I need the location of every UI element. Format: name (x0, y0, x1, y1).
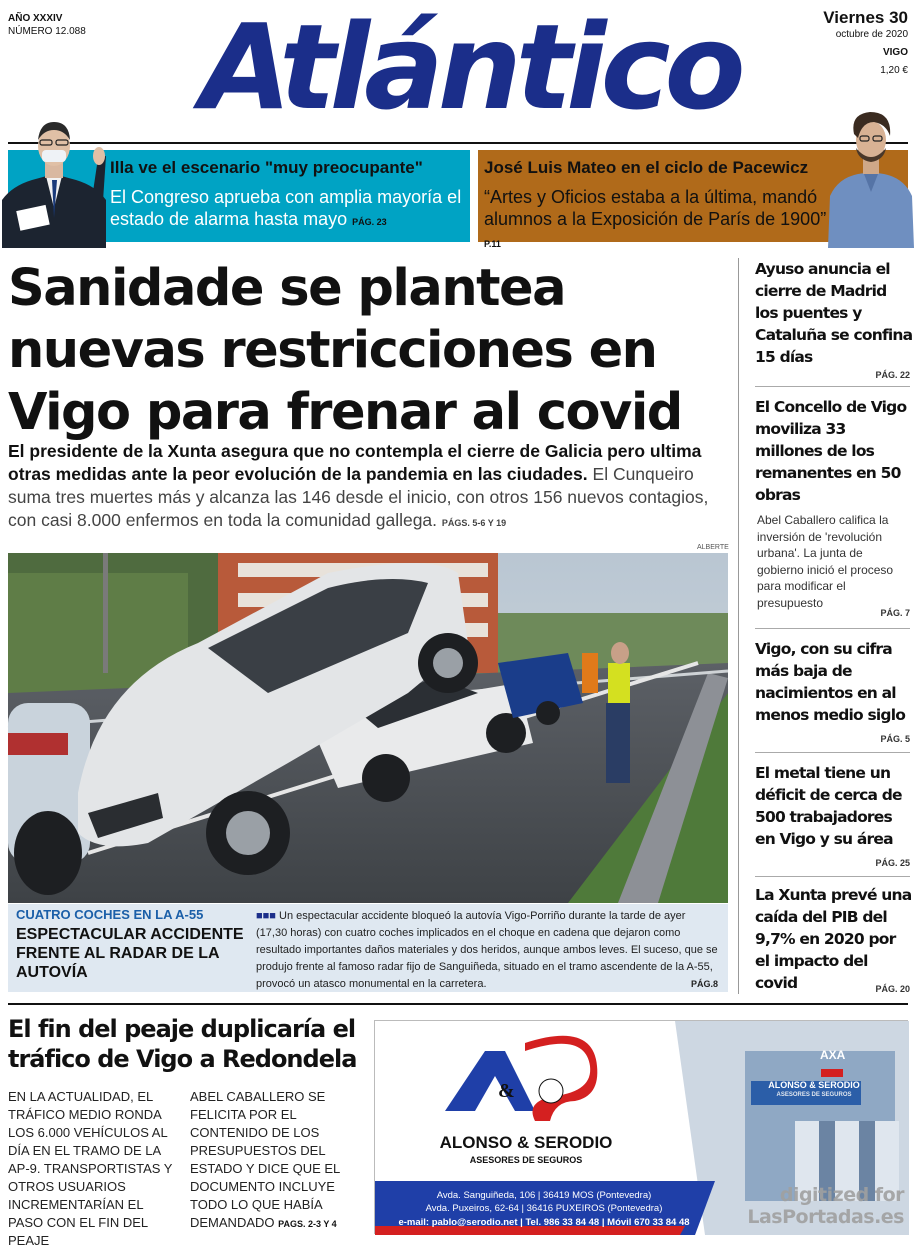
ad-sign-name: ALONSO & SERODIO (768, 1080, 860, 1090)
sidebar-story-concello[interactable]: El Concello de Vigo moviliza 33 millones de los remanentes en 50 obras (755, 398, 907, 504)
date-block (823, 8, 908, 78)
sidebar-separator (755, 752, 910, 753)
caption-page-ref: PÁG.8 (690, 979, 718, 989)
teaser-right-body (484, 186, 844, 255)
sidebar-story-concello-page: PÁG. 7 (880, 608, 910, 618)
newspaper-logo[interactable]: Atlántico (200, 0, 740, 136)
photo-caption (256, 908, 718, 993)
digitized-watermark (747, 1184, 904, 1228)
sidebar-separator (755, 876, 910, 877)
ad-sign-brand: AXA (820, 1048, 846, 1062)
teaser-left-body (110, 186, 466, 233)
peaje-headline[interactable]: El fin del peaje duplicaría el tráfico de Vigo a Redondela (8, 1015, 357, 1073)
issue-number: NÚMERO 12.088 (8, 26, 86, 37)
teaser-left-page: PÁG. 23 (352, 217, 387, 227)
lead-standfirst-bold: El presidente de la Xunta asegura que no contempla el cierre de Galicia pero ultima otras medidas ante la peor evolución de la pandemia en las ciudades. (8, 441, 702, 484)
caption-text: Un espectacular accidente bloqueó la autovía Vigo-Porriño durante la tarde de ayer (17,30 horas) con cuatro coches implicados en el choque en cadena que dejaron como resultado importantes daños materiales y dos heridos, aunque ambos leves. El suceso, que se produjo frente al famoso radar fijo de Sanguiñeda, situado en el tramo ascendente de la A-55, provocó un atasco monumental en la carretera. (256, 910, 718, 990)
teaser-right-headline[interactable]: José Luis Mateo en el ciclo de Pacewicz (484, 158, 809, 177)
peaje-summary-right (190, 1088, 368, 1233)
illa-portrait-photo (2, 108, 106, 248)
sidebar-story-nacimientos-page: PÁG. 5 (880, 734, 910, 744)
photo-kicker: CUATRO COCHES EN LA A-55 (16, 907, 204, 922)
teaser-right-text: “Artes y Oficios estaba a la última, mandó alumnos a la Exposición de París de 1900” (484, 187, 827, 229)
ad-company-tagline: ASESORES DE SEGUROS (469, 1155, 583, 1165)
peaje-summary-left: EN LA ACTUALIDAD, EL TRÁFICO MEDIO RONDA LOS 6.000 VEHÍCULOS AL DÍA EN EL TRAMO DE LA AP-9. TRANSPORTISTAS Y OTROS USUARIOS INCREMENTARÍAN EL PASO CON EL FIN DEL PEAJE (8, 1089, 173, 1248)
accident-scene-illustration (8, 553, 728, 903)
ad-company-name: ALONSO & SERODIO (439, 1133, 613, 1152)
peaje-summary-right-text: ABEL CABALLERO SE FELICITA POR EL CONTENIDO DE LOS PRESUPUESTOS DEL ESTADO Y DICE QUE EL DOCUMENTO INCLUYE TODO LO QUE HABÍA DEMANDADO (190, 1089, 340, 1230)
sidebar-story-pib-page: PÁG. 20 (875, 984, 910, 994)
masthead-divider (8, 142, 908, 144)
sidebar-separator (755, 628, 910, 629)
weekday-date: Viernes 30 (823, 8, 908, 27)
sidebar-story-pib[interactable]: La Xunta prevé una caída del PIB del 9,7% en 2020 por el impacto del covid (755, 886, 912, 992)
caption-bullet: ■■■ (256, 910, 276, 922)
sidebar-story-metal[interactable]: El metal tiene un déficit de cerca de 500 trabajadores en Vigo y su área (755, 764, 902, 848)
month-year: octubre de 2020 (835, 29, 908, 40)
ad-address-1: Avda. Sanguiñeda, 106 | 36419 MOS (Pontevedra) (436, 1190, 652, 1201)
teaser-left-text: El Congreso aprueba con amplia mayoría el estado de alarma hasta mayo (110, 187, 462, 229)
photo-credit: ALBERTE (697, 544, 729, 551)
year-label: AÑO XXXIV (8, 13, 63, 24)
city-label: VIGO (882, 47, 908, 58)
photo-title[interactable]: ESPECTACULAR ACCIDENTE FRENTE AL RADAR DE LA AUTOVÍA (16, 926, 244, 981)
accident-photo[interactable] (8, 553, 728, 903)
lead-page-ref: PÁGS. 5-6 Y 19 (441, 518, 507, 528)
peaje-page-ref: PAGS. 2-3 Y 4 (278, 1219, 337, 1229)
teaser-left-headline[interactable]: Illa ve el escenario "muy preocupante" (110, 158, 423, 177)
price-label: 1,20 € (880, 65, 908, 76)
lead-standfirst (8, 440, 730, 535)
watermark-line-2: LasPortadas.es (747, 1206, 904, 1228)
ad-sign-sub: ASESORES DE SEGUROS (776, 1092, 852, 1098)
lead-standfirst-text: El Cunqueiro suma tres muertes más y alcanza las 146 desde el inicio, con otros 156 nuevos contagios, con casi 8.000 enfermos en toda la comunidad gallega. (8, 464, 709, 530)
sidebar-story-concello-sub: Abel Caballero califica la inversión de 'revolución urbana'. La junta de gobierno inició el proceso para modificar el presupuesto (757, 513, 894, 610)
watermark-line-1: digitized for (779, 1184, 904, 1206)
ad-logo-amp: & (498, 1080, 515, 1102)
edition-info (8, 12, 86, 38)
sidebar-separator (755, 386, 910, 387)
ad-contact: e-mail: pablo@serodio.net | Tel. 986 33 84 48 | Móvil 670 33 84 48 (398, 1217, 690, 1228)
bottom-divider (8, 1003, 908, 1005)
teaser-right-page: P.11 (484, 239, 501, 249)
sidebar-story-ayuso-page: PÁG. 22 (875, 370, 910, 380)
sidebar-story-metal-page: PÁG. 25 (875, 858, 910, 868)
sidebar-story-ayuso[interactable]: Ayuso anuncia el cierre de Madrid los puentes y Cataluña se confina 15 días (755, 260, 913, 366)
right-column-divider (738, 258, 739, 994)
ad-address-2: Avda. Puxeiros, 62-64 | 36416 PUXEIROS (Pontevedra) (425, 1203, 663, 1214)
lead-headline[interactable]: Sanidade se plantea nuevas restricciones en Vigo para frenar al covid (8, 259, 682, 442)
sidebar-story-nacimientos[interactable]: Vigo, con su cifra más baja de nacimientos en al menos medio siglo (755, 640, 906, 724)
